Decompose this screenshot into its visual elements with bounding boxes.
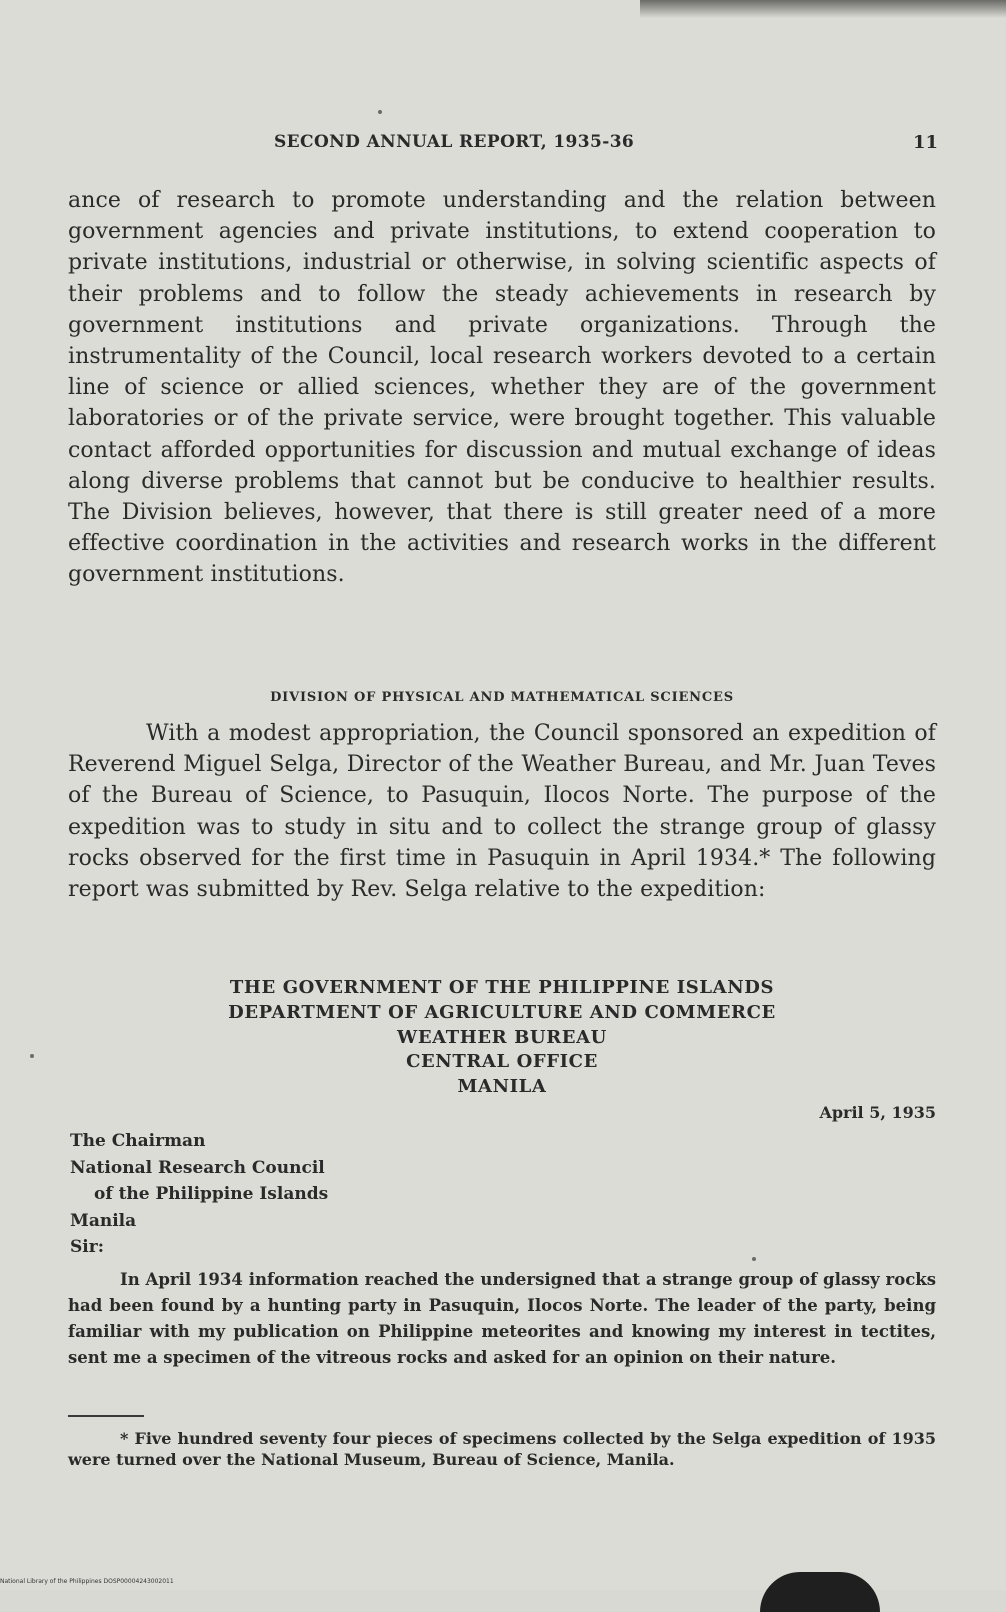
scan-credit: National Library of the Philippines DOSP00004243002011: [0, 1578, 174, 1585]
scan-shadow: [640, 0, 1006, 18]
footnote: * Five hundred seventy four pieces of specimens collected by the Selga expedition of 1935 were turned over the National Museum, Bureau of Science, Manila.: [68, 1429, 936, 1469]
scan-speck: [752, 1257, 756, 1261]
letter-date: April 5, 1935: [819, 1103, 936, 1122]
body-paragraph-1: ance of research to promote understanding and the relation between government agencies and private institutions, to extend cooperation to private institutions, industrial or otherwise, in solving scientific aspects of their problems and to follow the steady achievements in research by government institutions and private organizations. Through the instrumentality of the Council, local research workers devoted to a certain line of science or allied sciences, whether they are of the government laboratories or of the private service, were brought together. This valuable contact afforded opportunities for discussion and mutual exchange of ideas along diverse problems that cannot but be conducive to healthier results. The Division believes, however, that there is still greater need of a more effective coordination in the activities and research works in the different government institutions.: [68, 188, 936, 588]
salutation: Sir:: [70, 1237, 104, 1257]
letterhead-line-bureau: WEATHER BUREAU: [397, 1026, 607, 1048]
letterhead-line-government: THE GOVERNMENT OF THE PHILIPPINE ISLANDS: [229, 977, 775, 998]
scan-blot: [760, 1572, 880, 1612]
body-paragraph-2: With a modest appropriation, the Council sponsored an expedition of Reverend Miguel Selga, Director of the Weather Bureau, and Mr. Juan Teves of the Bureau of Science, to Pasuquin, Ilocos Norte. The purpose of the expedition was to study in situ and to collect the strange group of glassy rocks observed for the first time in Pasuquin in April 1934.* The following report was submitted by Rev. Selga relative to the expedition:: [68, 721, 936, 903]
running-head: [68, 128, 938, 162]
addressee-line: The Chairman: [70, 1131, 206, 1151]
section-heading: DIVISION OF PHYSICAL AND MATHEMATICAL SCIENCES: [270, 690, 734, 705]
page-number: 11: [912, 132, 938, 153]
scan-speck: [378, 110, 382, 114]
addressee-line: of the Philippine Islands: [94, 1184, 329, 1204]
letterhead-line-office: CENTRAL OFFICE: [406, 1051, 598, 1073]
letter-addressee: [70, 1128, 328, 1261]
running-title: SECOND ANNUAL REPORT, 1935-36: [274, 132, 635, 152]
letter-body: In April 1934 information reached the undersigned that a strange group of glassy rocks had been found by a hunting party in Pasuquin, Ilocos Norte. The leader of the party, being familiar with my publication on Philippine meteorites and knowing my interest in tectites, sent me a specimen of the vitreous rocks and asked for an opinion on their nature.: [68, 1270, 936, 1367]
letterhead-line-department: DEPARTMENT OF AGRICULTURE AND COMMERCE: [228, 1001, 776, 1023]
letterhead-line-city: MANILA: [457, 1076, 547, 1098]
addressee-line: Manila: [70, 1210, 137, 1231]
footnote-divider: [68, 1415, 144, 1417]
addressee-line: National Research Council: [70, 1157, 325, 1178]
letterhead: [68, 976, 936, 1100]
scan-speck: [30, 1054, 34, 1058]
